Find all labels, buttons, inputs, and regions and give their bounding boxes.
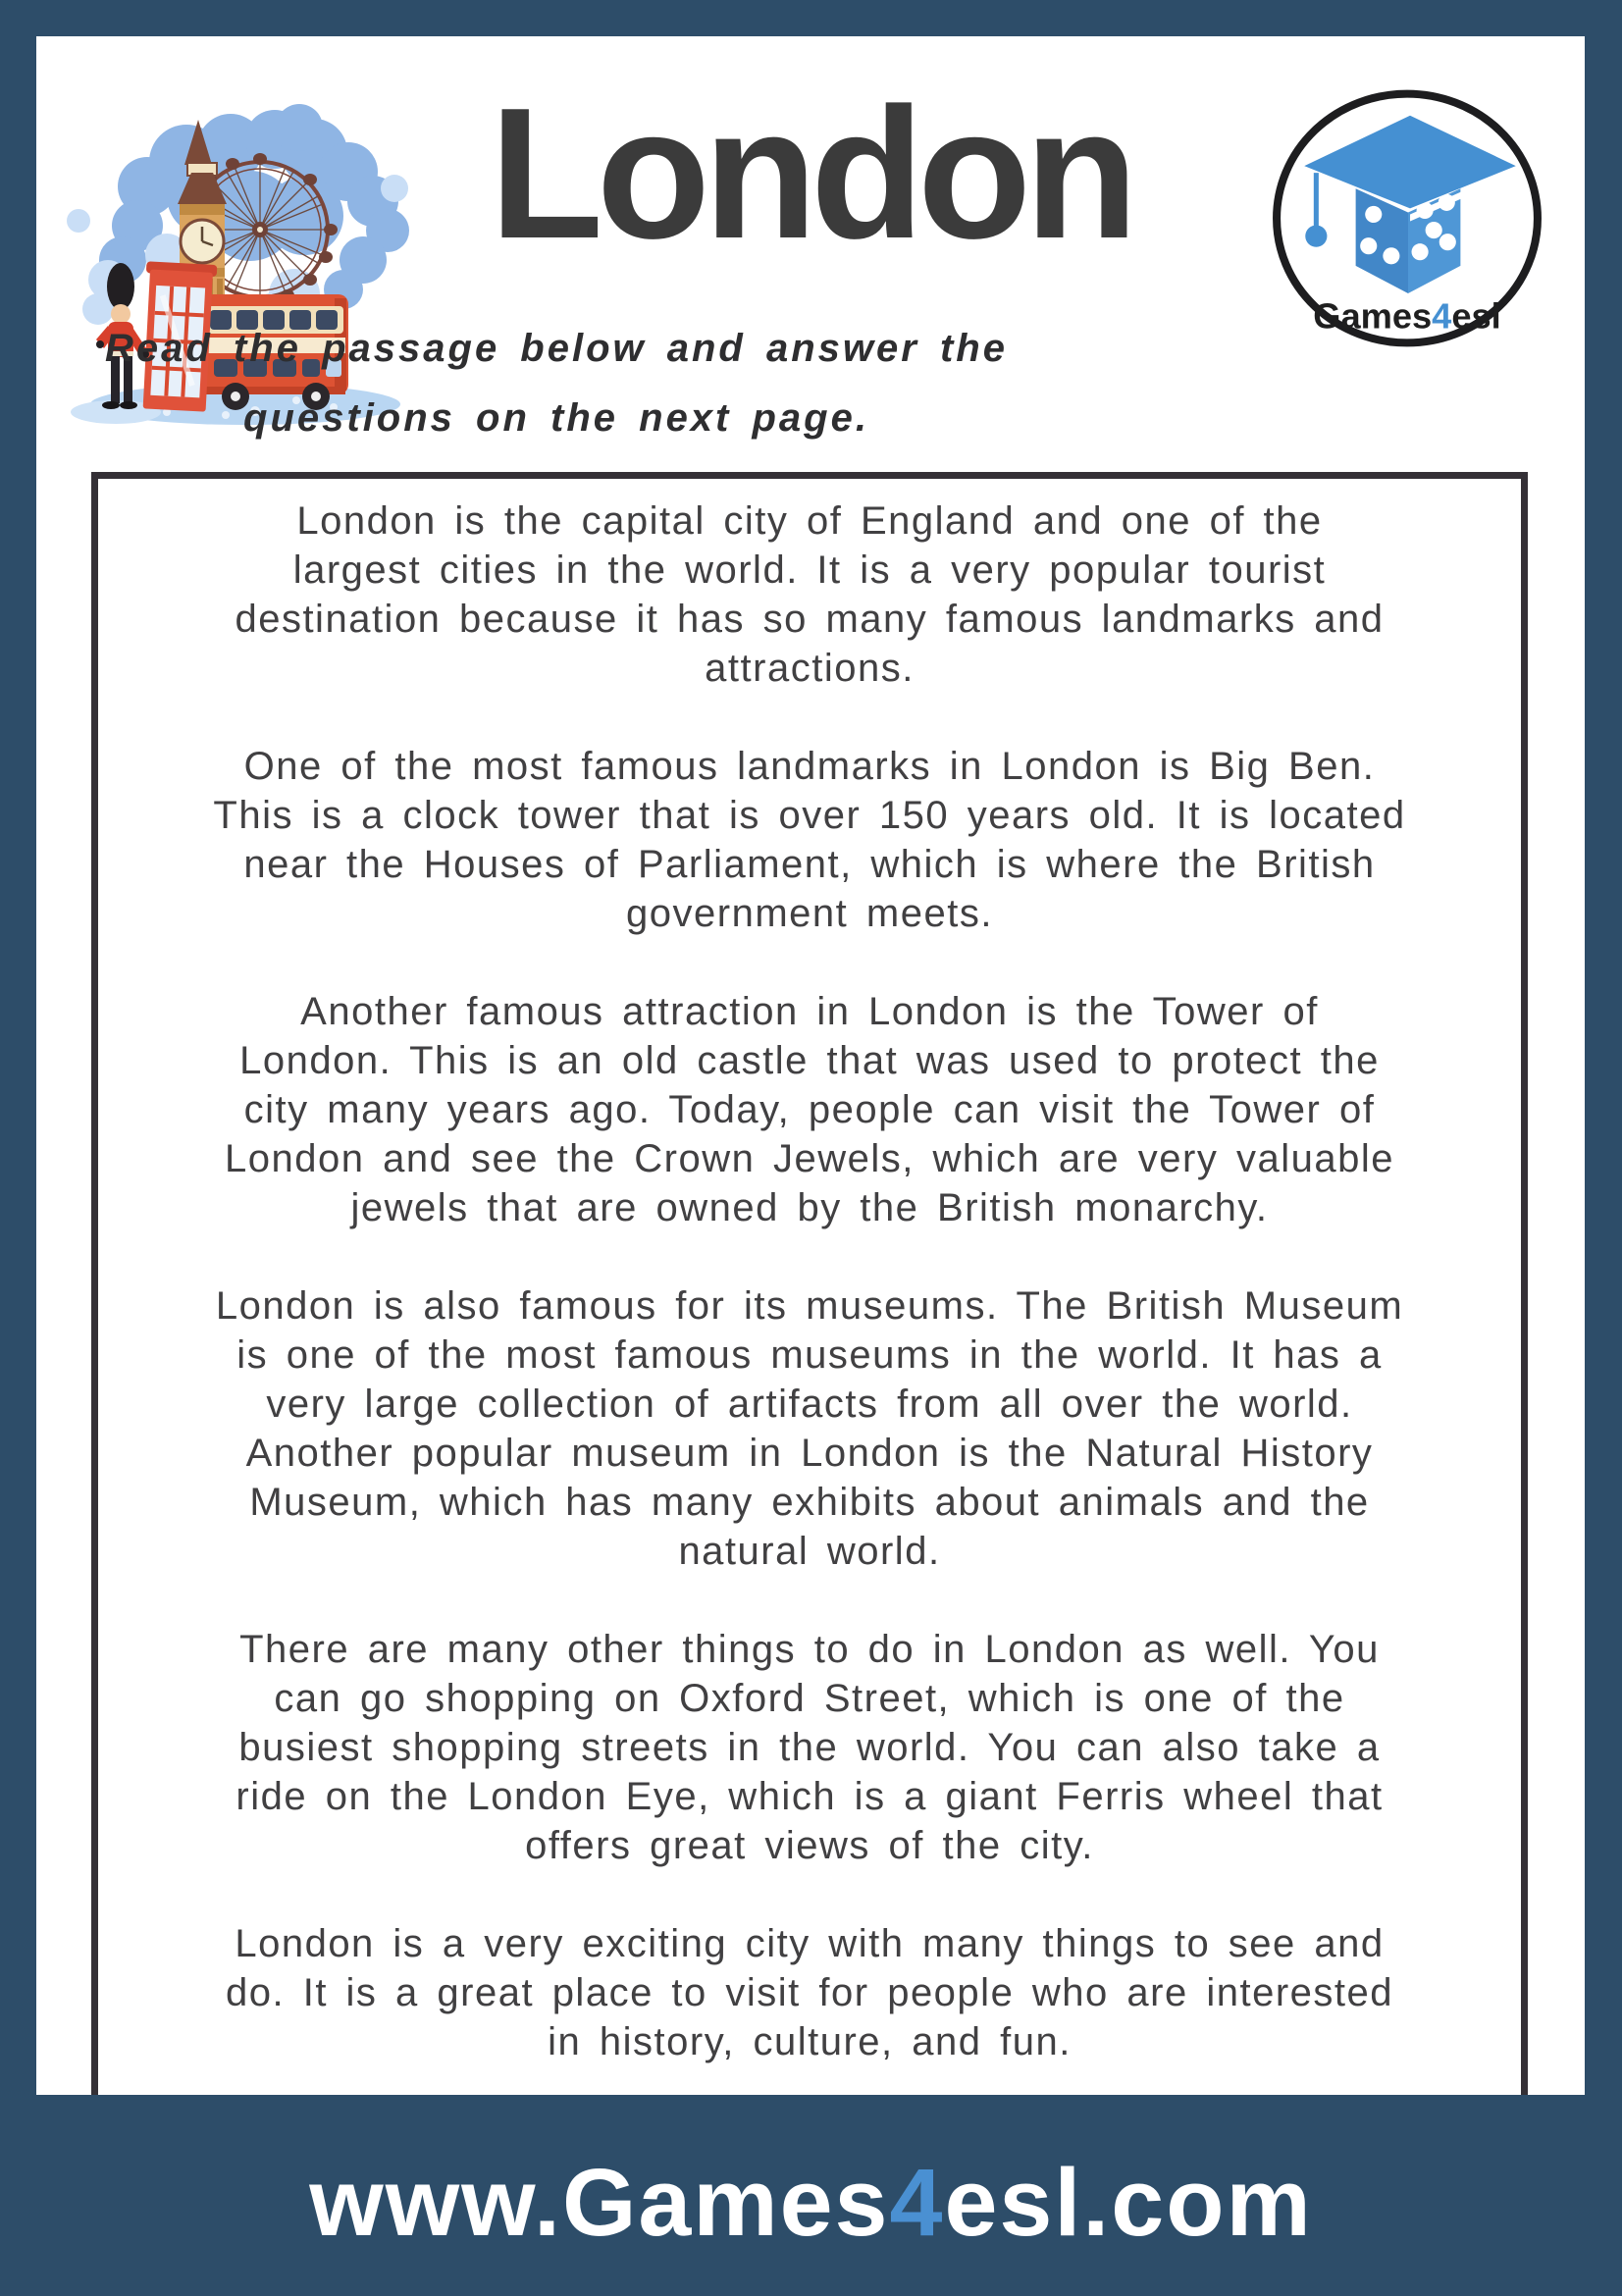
passage-paragraph (98, 496, 1521, 693)
page-title: London (489, 70, 1132, 278)
passage-line: in history, culture, and fun. (548, 2020, 1072, 2063)
footer-banner (0, 2095, 1622, 2296)
passage-line: very large collection of artifacts from all over the world. (266, 1383, 1353, 1426)
worksheet-sheet (36, 36, 1585, 2131)
instructions (36, 314, 1076, 453)
passage-line: London and see the Crown Jewels, which are very valuable (225, 1137, 1394, 1180)
passage-line: Another popular museum in London is the Natural History (245, 1432, 1374, 1475)
passage-line: jewels that are owned by the British monarchy. (350, 1186, 1269, 1229)
passage-text (98, 496, 1521, 2066)
passage-line: near the Houses of Parliament, which is where the British (243, 843, 1376, 886)
passage-line: London is a very exciting city with many things to see and (235, 1922, 1385, 1965)
passage-line: There are many other things to do in London as well. You (239, 1628, 1380, 1671)
passage-line: London is also famous for its museums. The British Museum (215, 1284, 1404, 1328)
passage-line: London. This is an old castle that was used to protect the (239, 1039, 1380, 1082)
passage-paragraph (98, 1281, 1521, 1576)
footer-url-part: www.Games (309, 2149, 890, 2256)
passage-paragraph (98, 1919, 1521, 2066)
passage-line: can go shopping on Oxford Street, which is one of the (274, 1677, 1345, 1720)
passage-line: Another famous attraction in London is the Tower of (300, 990, 1319, 1033)
footer-url-accent: 4 (889, 2149, 945, 2256)
passage-line: largest cities in the world. It is a very popular tourist (292, 548, 1327, 592)
passage-line: destination because it has so many famous landmarks and (235, 598, 1385, 641)
passage-paragraph (98, 987, 1521, 1232)
instruction-line: questions on the next page. (243, 396, 869, 440)
passage-line: do. It is a great place to visit for people who are interested (225, 1971, 1394, 2014)
instruction-line: Read the passage below and answer the (105, 327, 1008, 370)
passage-line: London is the capital city of England and one of the (296, 499, 1323, 543)
passage-paragraph (98, 1625, 1521, 1870)
passage-line: is one of the most famous museums in the world. It has a (236, 1333, 1383, 1377)
passage-line: busiest shopping streets in the world. You can also take a (238, 1726, 1381, 1769)
passage-paragraph (98, 742, 1521, 938)
passage-line: ride on the London Eye, which is a giant Ferris wheel that (235, 1775, 1384, 1818)
games4esl-logo (1269, 87, 1545, 350)
passage-line: government meets. (626, 892, 993, 935)
passage-line: This is a clock tower that is over 150 years old. It is located (213, 794, 1406, 837)
logo-wordmark: Games4esl (1313, 295, 1501, 337)
passage-line: natural world. (678, 1530, 941, 1573)
passage-line: offers great views of the city. (525, 1824, 1094, 1867)
footer-url (0, 2124, 1622, 2296)
passage-line: Museum, which has many exhibits about animals and the (249, 1481, 1370, 1524)
footer-url-part: esl.com (944, 2149, 1313, 2256)
passage-line: attractions. (705, 647, 915, 690)
passage-line: city many years ago. Today, people can visit the Tower of (243, 1088, 1376, 1131)
passage-box (91, 472, 1528, 2103)
passage-line: One of the most famous landmarks in London is Big Ben. (243, 745, 1376, 788)
